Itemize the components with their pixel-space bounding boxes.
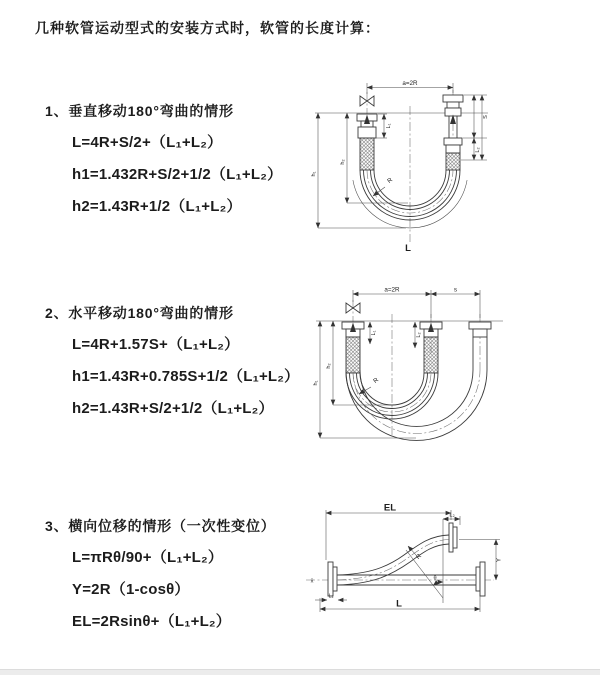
dim-label-r: R	[414, 552, 424, 562]
section-heading: 1、垂直移动180°弯曲的情形	[45, 103, 234, 119]
vertical-bend-diagram	[310, 70, 600, 265]
dim-label-r: R	[372, 376, 381, 385]
dim-label-h1: h₁	[311, 171, 317, 177]
displaced-flange	[449, 523, 457, 552]
page-title: 几种软管运动型式的安装方式时，软管的长度计算：	[35, 20, 380, 36]
datum-mark: x̄	[310, 578, 314, 585]
section-lateral-shift	[45, 516, 276, 638]
section-heading: 2、水平移动180°弯曲的情形	[45, 305, 234, 321]
dimension-fitting-left	[376, 114, 392, 138]
dimension-top-width	[353, 287, 480, 319]
dim-label-h2: h₂	[340, 159, 346, 165]
right-pipe	[443, 95, 463, 170]
horizontal-bend-diagram	[308, 278, 600, 463]
section-vertical-bend	[45, 101, 282, 223]
dimension-stroke-s	[461, 95, 489, 160]
dim-label-l1: L₁	[328, 593, 334, 600]
lateral-shift-diagram	[298, 498, 600, 646]
formula-line: EL=2Rsinθ+（L₁+L₂）	[72, 613, 231, 630]
dimension-el	[326, 503, 451, 561]
formula-line: h1=1.432R+S/2+1/2（L₁+L₂）	[72, 166, 283, 183]
dim-label-h1: h₁	[313, 380, 319, 386]
dim-label-y: Y	[495, 557, 503, 563]
dimension-length	[320, 593, 480, 612]
dim-label-l1: L₁	[386, 123, 392, 129]
formula-line: h2=1.43R+1/2（L₁+L₂）	[72, 198, 242, 215]
dimension-top-width	[367, 80, 453, 94]
dimension-fittings	[370, 322, 422, 348]
dim-label-h2: h₂	[326, 363, 332, 369]
dim-label-length: L	[396, 598, 402, 610]
dim-label-l1: L₁	[371, 330, 377, 336]
dim-label-l2: L₂	[475, 147, 481, 153]
dim-label-length: L	[405, 243, 411, 254]
dim-label-theta: θ	[433, 575, 437, 582]
page-bottom-edge	[0, 669, 600, 675]
right-flange	[476, 562, 485, 596]
dim-label-s: S	[483, 115, 489, 119]
dim-label-a2r: a=2R	[384, 286, 400, 294]
section-horizontal-bend	[45, 303, 299, 425]
section-heading: 3、横向位移的情形（一次性变位）	[45, 518, 276, 534]
formula-line: Y=2R（1-cosθ）	[72, 581, 190, 598]
formula-line: h2=1.43R+S/2+1/2（L₁+L₂）	[72, 400, 274, 417]
dim-label-l2: L₂	[449, 512, 455, 519]
dim-label-travel: s	[453, 286, 458, 294]
dimension-heights	[313, 321, 416, 438]
radius-leader	[373, 176, 394, 196]
formula-line: h1=1.43R+0.785S+1/2（L₁+L₂）	[72, 368, 300, 385]
formula-line: L=4R+S/2+（L₁+L₂）	[72, 134, 223, 151]
dim-label-l2: L₂	[416, 332, 422, 338]
left-flange	[328, 562, 337, 596]
hose-s-curve	[337, 535, 449, 585]
dim-label-a2r: a=2R	[402, 80, 418, 87]
formula-line: L=4R+1.57S+（L₁+L₂）	[72, 336, 240, 353]
formula-line: L=πRθ/90+（L₁+L₂）	[72, 549, 224, 566]
dim-label-r: R	[386, 176, 395, 185]
dim-label-el: EL	[383, 502, 397, 514]
